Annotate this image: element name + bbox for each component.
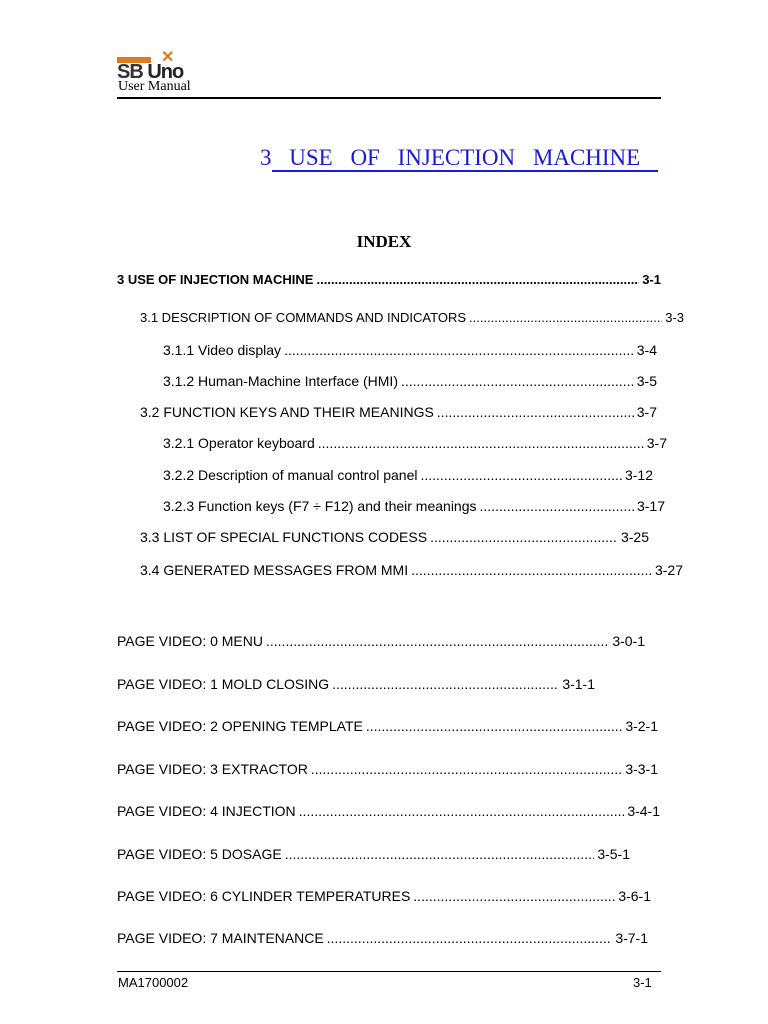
toc-entry[interactable] xyxy=(163,372,657,390)
toc-entry-text: 3.2.3 Function keys (F7 ÷ F12) and their meanings xyxy=(163,498,477,514)
leader-dots xyxy=(285,845,595,863)
page-video-text: PAGE VIDEO: 0 MENU xyxy=(117,633,263,649)
page-video-entry[interactable] xyxy=(117,675,595,693)
page-video-page: 3-5-1 xyxy=(597,846,630,862)
page-video-text: PAGE VIDEO: 6 CYLINDER TEMPERATURES xyxy=(117,888,411,904)
leader-dots xyxy=(480,497,634,515)
page-video-page: 3-7-1 xyxy=(615,930,648,946)
toc-entry[interactable] xyxy=(163,341,657,359)
toc-entry-text: 3.1.2 Human-Machine Interface (HMI) xyxy=(163,373,398,389)
toc-entry-text: 3.1.1 Video display xyxy=(163,342,282,358)
page-video-page: 3-4-1 xyxy=(627,803,660,819)
page-video-text: PAGE VIDEO: 2 OPENING TEMPLATE xyxy=(117,718,363,734)
index-heading: INDEX xyxy=(356,232,412,251)
leader-dots xyxy=(411,561,652,579)
leader-dots xyxy=(316,271,639,289)
leader-dots xyxy=(420,466,621,484)
toc-entry[interactable] xyxy=(163,466,653,484)
leader-dots xyxy=(430,528,618,546)
leader-dots xyxy=(437,403,634,421)
leader-dots xyxy=(311,760,622,778)
page-video-text: PAGE VIDEO: 3 EXTRACTOR xyxy=(117,761,308,777)
toc-entry-text: 3.2.1 Operator keyboard xyxy=(163,435,315,451)
page-video-page: 3-3-1 xyxy=(625,761,658,777)
page-video-page: 3-0-1 xyxy=(612,633,645,649)
toc-entry-page: 3-25 xyxy=(620,529,649,545)
toc-entry-text: 3.2 FUNCTION KEYS AND THEIR MEANINGS xyxy=(140,404,434,420)
logo-mark: ✕ xyxy=(161,49,175,66)
page-video-text: PAGE VIDEO: 1 MOLD CLOSING xyxy=(117,676,330,692)
page-video-text: PAGE VIDEO: 4 INJECTION xyxy=(117,803,296,819)
toc-entry[interactable] xyxy=(140,309,684,327)
toc-entry-page: 3-3 xyxy=(665,310,684,325)
leader-dots xyxy=(469,309,662,327)
leader-dots xyxy=(327,929,613,947)
chapter-title: 3 USE OF INJECTION MACHINE xyxy=(260,145,641,170)
leader-dots xyxy=(318,434,644,452)
leader-dots xyxy=(266,632,609,650)
toc-entry[interactable] xyxy=(140,528,649,546)
leader-dots xyxy=(284,341,634,359)
title-underline xyxy=(272,170,658,172)
footer-doc-code: MA1700002 xyxy=(118,975,189,990)
toc-entry[interactable] xyxy=(163,434,667,452)
toc-entry-page: 3-17 xyxy=(636,498,665,514)
toc-entry-page: 3-7 xyxy=(646,435,667,451)
page-video-text: PAGE VIDEO: 5 DOSAGE xyxy=(117,846,282,862)
page-video-entry[interactable] xyxy=(117,929,648,947)
toc-entry-text: 3.3 LIST OF SPECIAL FUNCTIONS CODESS xyxy=(140,529,428,545)
toc-entry[interactable] xyxy=(140,561,683,579)
toc-entry-text: 3.2.2 Description of manual control panel xyxy=(163,467,418,483)
page-video-entry[interactable] xyxy=(117,632,645,650)
logo-text-b: Uno xyxy=(147,61,184,83)
page-video-entry[interactable] xyxy=(117,760,658,778)
toc-entry-page: 3-7 xyxy=(636,404,657,420)
page-video-entry[interactable] xyxy=(117,887,651,905)
page-video-entry[interactable] xyxy=(117,845,630,863)
page-video-text: PAGE VIDEO: 7 MAINTENANCE xyxy=(117,930,324,946)
toc-entry[interactable] xyxy=(117,271,661,289)
toc-entry[interactable] xyxy=(163,497,665,515)
toc-entry-page: 3-1 xyxy=(642,272,661,287)
manual-label: User Manual xyxy=(118,79,191,94)
toc-entry-text: 3.1 DESCRIPTION OF COMMANDS AND INDICATORS xyxy=(140,310,467,325)
leader-dots xyxy=(332,675,559,693)
page-video-entry[interactable] xyxy=(117,802,660,820)
page-video-page: 3-2-1 xyxy=(625,718,658,734)
toc-entry-page: 3-5 xyxy=(636,373,657,389)
toc-entry[interactable] xyxy=(140,403,657,421)
footer-page-number: 3-1 xyxy=(633,975,652,990)
header-divider xyxy=(117,97,661,99)
toc-entry-page: 3-27 xyxy=(654,562,683,578)
leader-dots xyxy=(413,887,615,905)
toc-entry-text: 3 USE OF INJECTION MACHINE xyxy=(117,272,314,287)
page-video-entry[interactable] xyxy=(117,717,658,735)
leader-dots xyxy=(299,802,625,820)
toc-entry-text: 3.4 GENERATED MESSAGES FROM MMI xyxy=(140,562,409,578)
leader-dots xyxy=(366,717,622,735)
page-video-page: 3-1-1 xyxy=(562,676,595,692)
toc-entry-page: 3-4 xyxy=(636,342,657,358)
page-video-page: 3-6-1 xyxy=(618,888,651,904)
footer-divider xyxy=(117,971,661,972)
logo-text-a: SB xyxy=(117,61,143,83)
toc-entry-page: 3-12 xyxy=(624,467,653,483)
leader-dots xyxy=(401,372,634,390)
